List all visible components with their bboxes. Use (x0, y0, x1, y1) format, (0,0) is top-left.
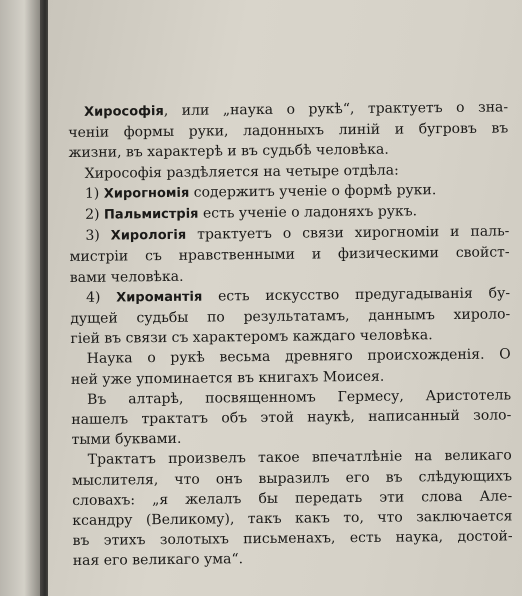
line-text: есть искусство предугадыванія бу- (202, 285, 511, 305)
bold-term: Хирогномія (103, 185, 190, 202)
line-text: Трактатъ произвелъ такое впечатлѣніе на великаго (87, 447, 512, 469)
line-text: мистріи съ нравственными и физическими свойст- (69, 244, 510, 266)
line-text: словахъ: „я желалъ бы передать эти слова Але- (72, 488, 513, 509)
line-text: жизни, въ характерѣ и въ судьбѣ человѣка. (68, 142, 389, 162)
left-page-edge (0, 0, 44, 596)
list-number: 3) (85, 227, 111, 245)
line-text: ная его великаго ума“. (72, 551, 244, 570)
paragraph (71, 345, 511, 390)
bold-term: Хиромантія (116, 289, 203, 306)
line-text: нашелъ трактатъ объ этой наукѣ, написанный золо- (71, 407, 512, 429)
bold-term: Хирологія (110, 227, 187, 244)
page-text (68, 97, 513, 571)
line-text: Хирософія раздѣляется на четыре отдѣла: (84, 162, 399, 182)
paragraph (68, 97, 509, 163)
line-text: гіей въ связи съ характеромъ каждаго человѣка. (70, 327, 433, 348)
line-text: ченіи формы руки, ладонныхъ линій и бугровъ въ (68, 120, 509, 142)
paragraph (69, 222, 510, 288)
bold-term: Пальмистрія (103, 206, 199, 223)
line-text: тыми буквами. (71, 431, 182, 449)
paragraph (70, 283, 511, 349)
line-text: ксандру (Великому), такъ какъ то, что заключается (72, 508, 513, 530)
line-text: вами человѣка. (69, 268, 184, 286)
line-text: трактуетъ о связи хирогноміи и паль- (186, 223, 510, 243)
list-number: 2) (85, 206, 105, 223)
line-text: Въ алтарѣ, посвященномъ Гермесу, Аристотель (87, 387, 512, 408)
bold-term: Хирософія (84, 103, 164, 120)
paragraph (71, 385, 512, 450)
line-text: дущей судьбы по результатамъ, даннымъ хироло- (70, 306, 511, 328)
list-number: 4) (85, 289, 117, 306)
paragraph (72, 446, 513, 572)
line-text: , или „наука о рукѣ“, трактуетъ о зна- (163, 99, 509, 119)
list-number: 1) (84, 185, 104, 202)
line-text: мыслителя, что онъ выразилъ его въ слѣдующихъ (71, 468, 513, 489)
line-text: содержитъ ученіе о формѣ руки. (189, 181, 437, 201)
line-text: ней уже упоминается въ книгахъ Моисея. (70, 368, 385, 388)
line-text: Наука о рукѣ весьма древняго происхожденія. О (86, 346, 511, 368)
line-text: есть ученіе о ладоняхъ рукъ. (198, 203, 418, 222)
line-text: въ этихъ золотыхъ письменахъ, есть наука, достой- (72, 528, 513, 550)
